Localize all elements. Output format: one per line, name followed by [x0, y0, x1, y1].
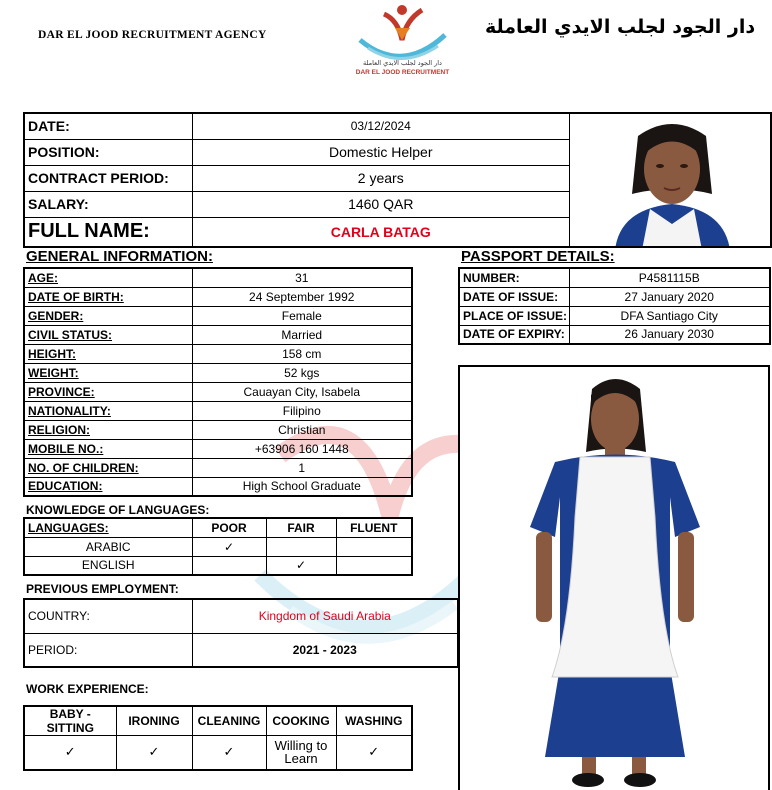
table-row — [24, 268, 412, 287]
table-row — [24, 458, 412, 477]
expiry-date-label: DATE OF EXPIRY: — [459, 325, 569, 344]
poor-header: POOR — [192, 518, 266, 537]
height-label: HEIGHT: — [24, 344, 192, 363]
issue-place-label: PLACE OF ISSUE: — [459, 306, 569, 325]
washing-check: ✓ — [336, 736, 412, 770]
fullname-value: CARLA BATAG — [192, 217, 570, 247]
table-row — [24, 287, 412, 306]
languages-header: LANGUAGES: — [24, 518, 192, 537]
language-name: ARABIC — [24, 537, 192, 556]
weight-value: 52 kgs — [192, 363, 412, 382]
country-label: COUNTRY: — [24, 599, 192, 633]
period-value: 2021 - 2023 — [192, 633, 458, 667]
table-row — [24, 382, 412, 401]
fluent-header: FLUENT — [336, 518, 412, 537]
height-value: 158 cm — [192, 344, 412, 363]
work-experience-title: WORK EXPERIENCE: — [26, 682, 149, 696]
language-name: ENGLISH — [24, 556, 192, 575]
ironing-check: ✓ — [116, 736, 192, 770]
salary-value: 1460 QAR — [192, 191, 570, 217]
dob-value: 24 September 1992 — [192, 287, 412, 306]
ironing-header: IRONING — [116, 706, 192, 736]
contract-label: CONTRACT PERIOD: — [24, 165, 192, 191]
table-row — [24, 633, 458, 667]
mobile-value: +63906 160 1448 — [192, 439, 412, 458]
period-label: PERIOD: — [24, 633, 192, 667]
fullname-label: FULL NAME: — [24, 217, 192, 247]
general-info-table — [23, 267, 413, 497]
passport-number-label: NUMBER: — [459, 268, 569, 287]
table-row — [24, 306, 412, 325]
full-body-photo — [458, 365, 770, 790]
religion-value: Christian — [192, 420, 412, 439]
province-value: Cauayan City, Isabela — [192, 382, 412, 401]
fluent-check — [336, 556, 412, 575]
mobile-label: MOBILE NO.: — [24, 439, 192, 458]
table-row — [24, 736, 412, 770]
table-row — [24, 537, 412, 556]
religion-label: RELIGION: — [24, 420, 192, 439]
position-value: Domestic Helper — [192, 139, 570, 165]
table-row — [24, 477, 412, 496]
table-row — [459, 325, 770, 344]
table-row — [24, 439, 412, 458]
table-row — [459, 268, 770, 287]
table-row — [24, 599, 458, 633]
weight-label: WEIGHT: — [24, 363, 192, 382]
expiry-date-value: 26 January 2030 — [569, 325, 770, 344]
gender-value: Female — [192, 306, 412, 325]
age-label: AGE: — [24, 268, 192, 287]
table-row — [24, 325, 412, 344]
children-value: 1 — [192, 458, 412, 477]
education-label: EDUCATION: — [24, 477, 192, 496]
cleaning-check: ✓ — [192, 736, 266, 770]
age-value: 31 — [192, 268, 412, 287]
languages-table — [23, 517, 413, 576]
cooking-value: Willing to Learn — [266, 736, 336, 770]
agency-name-ar: دار الجود لجلب الايدي العاملة — [485, 16, 756, 38]
issue-date-label: DATE OF ISSUE: — [459, 287, 569, 306]
work-experience-table — [23, 705, 413, 771]
table-row — [24, 556, 412, 575]
employment-table — [23, 598, 459, 668]
agency-name-en: DAR EL JOOD RECRUITMENT AGENCY — [38, 29, 267, 41]
fair-check — [266, 537, 336, 556]
cooking-header: COOKING — [266, 706, 336, 736]
logo-text-en: DAR EL JOOD RECRUITMENT — [355, 69, 450, 76]
nationality-value: Filipino — [192, 401, 412, 420]
fair-check: ✓ — [266, 556, 336, 575]
contract-value: 2 years — [192, 165, 570, 191]
civil-status-value: Married — [192, 325, 412, 344]
general-info-title: GENERAL INFORMATION: — [26, 248, 213, 265]
dob-label: DATE OF BIRTH: — [24, 287, 192, 306]
education-value: High School Graduate — [192, 477, 412, 496]
position-label: POSITION: — [24, 139, 192, 165]
table-row — [459, 306, 770, 325]
logo-text-ar: دار الجود لجلب الايدي العاملة — [363, 59, 442, 67]
date-label: DATE: — [24, 113, 192, 139]
table-row — [459, 287, 770, 306]
fair-header: FAIR — [266, 518, 336, 537]
children-label: NO. OF CHILDREN: — [24, 458, 192, 477]
babysitting-header: BABY - SITTING — [24, 706, 116, 736]
poor-check — [192, 556, 266, 575]
nationality-label: NATIONALITY: — [24, 401, 192, 420]
babysitting-check: ✓ — [24, 736, 116, 770]
poor-check: ✓ — [192, 537, 266, 556]
table-row — [24, 401, 412, 420]
date-value: 03/12/2024 — [192, 113, 570, 139]
country-value: Kingdom of Saudi Arabia — [192, 599, 458, 633]
cleaning-header: CLEANING — [192, 706, 266, 736]
issue-place-value: DFA Santiago City — [569, 306, 770, 325]
employment-title: PREVIOUS EMPLOYMENT: — [26, 582, 179, 596]
table-row — [24, 344, 412, 363]
gender-label: GENDER: — [24, 306, 192, 325]
passport-table — [458, 267, 771, 345]
languages-title: KNOWLEDGE OF LANGUAGES: — [26, 503, 210, 517]
table-row — [24, 420, 412, 439]
washing-header: WASHING — [336, 706, 412, 736]
province-label: PROVINCE: — [24, 382, 192, 401]
header — [0, 0, 772, 90]
civil-status-label: CIVIL STATUS: — [24, 325, 192, 344]
salary-label: SALARY: — [24, 191, 192, 217]
headshot-photo — [569, 112, 772, 248]
summary-table — [23, 112, 571, 248]
passport-title: PASSPORT DETAILS: — [461, 248, 615, 265]
passport-number-value: P4581115B — [569, 268, 770, 287]
table-row — [24, 363, 412, 382]
fluent-check — [336, 537, 412, 556]
issue-date-value: 27 January 2020 — [569, 287, 770, 306]
